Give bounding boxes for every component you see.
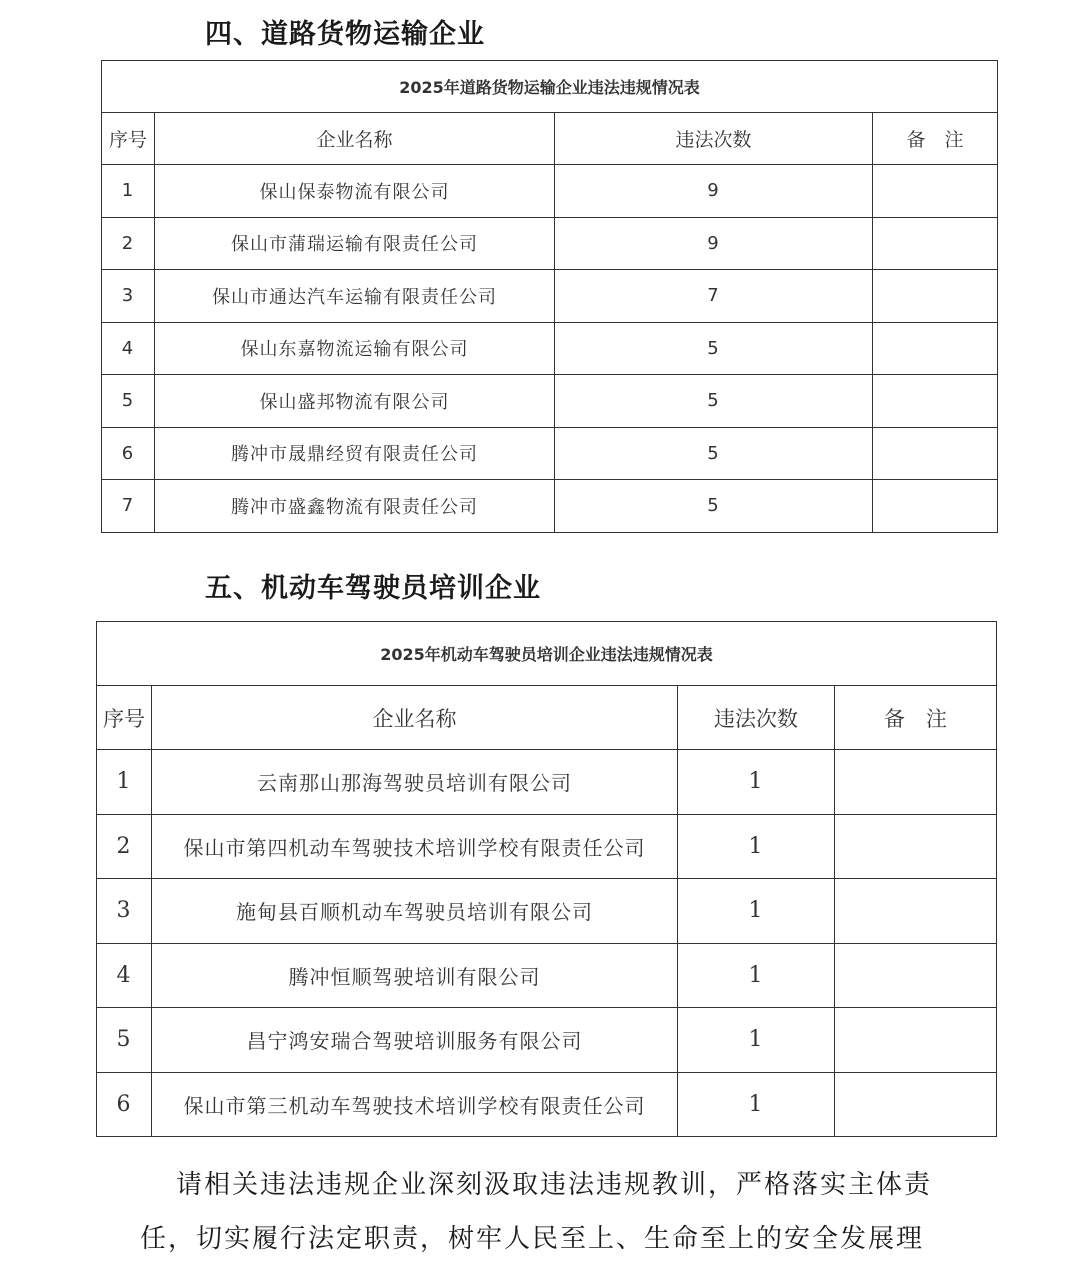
- company-name: 保山市通达汽车运输有限责任公司: [155, 270, 555, 323]
- violation-count: 1: [678, 1008, 835, 1073]
- violation-count: 1: [678, 814, 835, 879]
- company-name: 昌宁鸿安瑞合驾驶培训服务有限公司: [152, 1008, 678, 1073]
- row-number: 7: [102, 480, 155, 533]
- violation-count: 5: [555, 375, 873, 428]
- table-row: [102, 375, 998, 428]
- table-row: [97, 1072, 997, 1137]
- company-name: 腾冲市盛鑫物流有限责任公司: [155, 480, 555, 533]
- table-row: [102, 322, 998, 375]
- remark: [835, 1008, 997, 1073]
- column-header-no: 序号: [102, 113, 155, 165]
- company-name: 保山保泰物流有限公司: [155, 165, 555, 218]
- violation-count: 5: [555, 427, 873, 480]
- remark: [873, 427, 998, 480]
- row-number: 1: [97, 750, 152, 815]
- closing-paragraph: [140, 1158, 970, 1266]
- column-header-name: 企业名称: [152, 686, 678, 750]
- row-number: 3: [102, 270, 155, 323]
- row-number: 5: [97, 1008, 152, 1073]
- column-header-note: 备 注: [835, 686, 997, 750]
- table-body: [102, 165, 998, 533]
- row-number: 6: [97, 1072, 152, 1137]
- row-number: 6: [102, 427, 155, 480]
- table-row: [97, 1008, 997, 1073]
- table-row: [102, 217, 998, 270]
- table-row: [97, 814, 997, 879]
- remark: [873, 322, 998, 375]
- closing-line-1: 请相关违法违规企业深刻汲取违法违规教训，严格落实主体责: [176, 1170, 933, 1200]
- remark: [873, 270, 998, 323]
- company-name: 保山市第三机动车驾驶技术培训学校有限责任公司: [152, 1072, 678, 1137]
- company-name: 保山盛邦物流有限公司: [155, 375, 555, 428]
- table-title: 2025年道路货物运输企业违法违规情况表: [102, 61, 998, 113]
- column-header-no: 序号: [97, 686, 152, 750]
- table-row: [102, 427, 998, 480]
- row-number: 5: [102, 375, 155, 428]
- violation-count: 5: [555, 480, 873, 533]
- row-number: 2: [97, 814, 152, 879]
- section4-heading: 四、道路货物运输企业: [205, 19, 485, 50]
- company-name: 保山东嘉物流运输有限公司: [155, 322, 555, 375]
- row-number: 3: [97, 879, 152, 944]
- remark: [873, 375, 998, 428]
- violation-count: 1: [678, 750, 835, 815]
- company-name: 施甸县百顺机动车驾驶员培训有限公司: [152, 879, 678, 944]
- remark: [873, 217, 998, 270]
- table-row: [102, 270, 998, 323]
- company-name: 保山市蒲瑞运输有限责任公司: [155, 217, 555, 270]
- remark: [835, 750, 997, 815]
- column-header-note: 备 注: [873, 113, 998, 165]
- table-title: 2025年机动车驾驶员培训企业违法违规情况表: [97, 622, 997, 686]
- remark: [873, 480, 998, 533]
- violation-count: 9: [555, 217, 873, 270]
- column-header-name: 企业名称: [155, 113, 555, 165]
- company-name: 腾冲市晟鼎经贸有限责任公司: [155, 427, 555, 480]
- row-number: 2: [102, 217, 155, 270]
- company-name: 保山市第四机动车驾驶技术培训学校有限责任公司: [152, 814, 678, 879]
- remark: [835, 1072, 997, 1137]
- closing-line-2: 任，切实履行法定职责，树牢人民至上、生命至上的安全发展理: [140, 1224, 925, 1254]
- table-row: [102, 480, 998, 533]
- row-number: 1: [102, 165, 155, 218]
- table-row: [102, 165, 998, 218]
- remark: [835, 943, 997, 1008]
- remark: [873, 165, 998, 218]
- violation-count: 1: [678, 879, 835, 944]
- column-header-count: 违法次数: [555, 113, 873, 165]
- table-body: [97, 750, 997, 1137]
- table-row: [97, 879, 997, 944]
- company-name: 云南那山那海驾驶员培训有限公司: [152, 750, 678, 815]
- row-number: 4: [97, 943, 152, 1008]
- road-freight-violations-table: [101, 60, 998, 533]
- violation-count: 5: [555, 322, 873, 375]
- violation-count: 7: [555, 270, 873, 323]
- company-name: 腾冲恒顺驾驶培训有限公司: [152, 943, 678, 1008]
- violation-count: 9: [555, 165, 873, 218]
- remark: [835, 814, 997, 879]
- table-row: [97, 750, 997, 815]
- violation-count: 1: [678, 943, 835, 1008]
- table-row: [97, 943, 997, 1008]
- column-header-count: 违法次数: [678, 686, 835, 750]
- row-number: 4: [102, 322, 155, 375]
- section5-heading: 五、机动车驾驶员培训企业: [205, 573, 541, 604]
- remark: [835, 879, 997, 944]
- violation-count: 1: [678, 1072, 835, 1137]
- driver-training-violations-table: [96, 621, 997, 1137]
